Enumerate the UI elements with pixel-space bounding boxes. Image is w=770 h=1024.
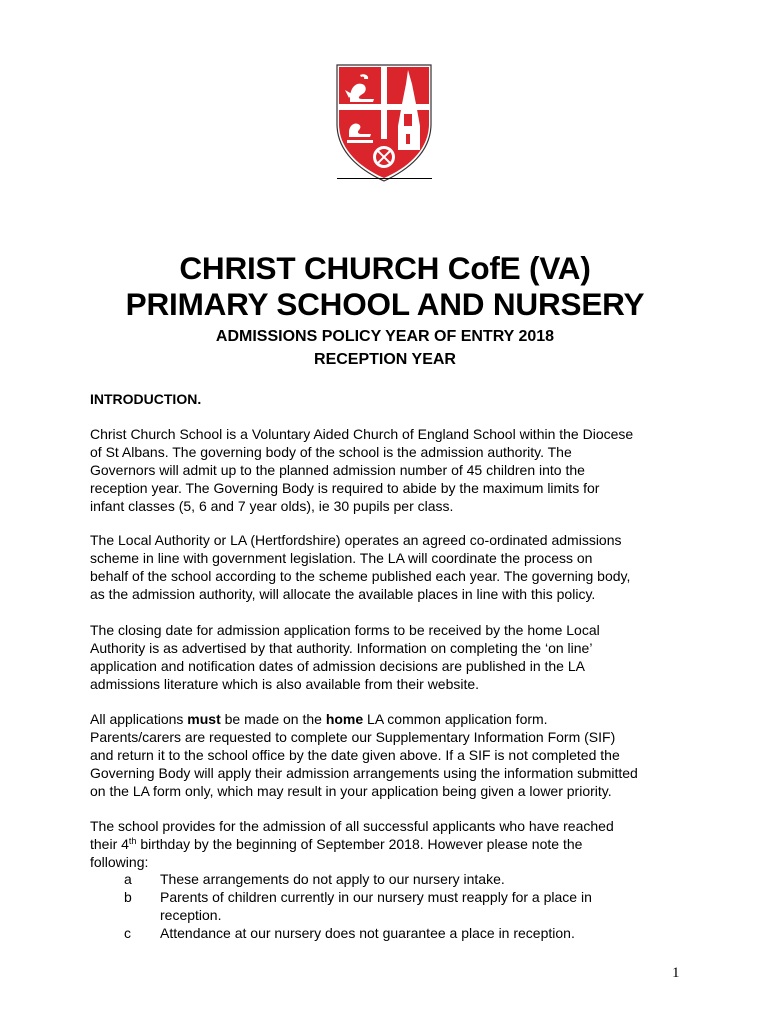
section-heading: INTRODUCTION. (90, 391, 202, 407)
text-line: as the admission authority, will allocate the available places in line with this policy. (90, 585, 596, 602)
text-line: scheme in line with government legislation. The LA will coordinate the process on (90, 549, 593, 566)
page-number: 1 (672, 965, 680, 981)
policy-subtitle-line2: RECEPTION YEAR (314, 351, 456, 368)
text-line: of St Albans. The governing body of the school is the admission authority. The (90, 443, 572, 460)
text-line: following: (90, 853, 149, 870)
school-title-line2: PRIMARY SCHOOL AND NURSERY (125, 286, 645, 322)
list-item-text: Parents of children currently in our nursery must reapply for a place in (160, 888, 592, 905)
list-item (90, 889, 690, 925)
intro-paragraph-1 (90, 426, 690, 516)
ordinal-suffix: th (128, 835, 137, 846)
text-line: Authority is as advertised by that authority. Information on completing the ‘on line’ (90, 639, 593, 656)
crest-divider (337, 178, 432, 179)
text-run: be made on the (220, 711, 326, 727)
text-run: their 4 (90, 835, 129, 852)
text-line: application and notification dates of admission decisions are published in the LA (90, 657, 585, 674)
school-crest-icon (336, 64, 432, 182)
emphasis-must: must (187, 711, 221, 727)
list-item (90, 871, 690, 889)
text-line: The Local Authority or LA (Hertfordshire) operates an agreed co-ordinated admissions (90, 532, 622, 548)
intro-paragraph-5 (90, 818, 690, 872)
text-line: Governors will admit up to the planned admission number of 45 children into the (90, 461, 585, 478)
list-item-label: a (124, 871, 132, 887)
text-line: on the LA form only, which may result in your application being given a lower priority. (90, 782, 612, 799)
text-line: Governing Body will apply their admission arrangements using the information submitted (90, 764, 638, 781)
emphasis-home: home (325, 711, 364, 727)
list-item (90, 925, 690, 943)
text-line: behalf of the school according to the scheme published each year. The governing body, (90, 567, 631, 584)
list-item-text: reception. (160, 906, 222, 923)
list-item-text: These arrangements do not apply to our nursery intake. (160, 871, 505, 887)
intro-paragraph-4 (90, 711, 690, 801)
text-line: admissions literature which is also available from their website. (90, 675, 480, 692)
list-item-text: Attendance at our nursery does not guarantee a place in reception. (160, 924, 575, 941)
text-line: Christ Church School is a Voluntary Aided Church of England School within the Diocese (90, 426, 634, 442)
text-line: reception year. The Governing Body is required to abide by the maximum limits for (90, 479, 600, 496)
text-run: All applications (90, 711, 188, 727)
notes-list (90, 871, 690, 943)
list-item-label: c (124, 924, 131, 941)
text-run: LA common application form. (363, 711, 548, 727)
intro-paragraph-3 (90, 622, 690, 694)
text-line (90, 711, 690, 729)
policy-subtitle-line1: ADMISSIONS POLICY YEAR OF ENTRY 2018 (215, 328, 555, 345)
text-run: birthday by the beginning of September 2018. However please note the (136, 835, 583, 852)
text-line: infant classes (5, 6 and 7 year olds), ie 30 pupils per class. (90, 497, 454, 514)
text-line (90, 836, 690, 854)
text-line: Parents/carers are requested to complete our Supplementary Information Form (SIF) (90, 728, 616, 745)
list-item-label: b (124, 888, 132, 905)
text-line: and return it to the school office by the date given above. If a SIF is not completed the (90, 746, 620, 763)
text-line: The closing date for admission application forms to be received by the home Local (90, 622, 600, 638)
intro-paragraph-2 (90, 532, 690, 604)
text-line: The school provides for the admission of all successful applicants who have reached (90, 818, 614, 834)
school-title-line1: CHRIST CHURCH CofE (VA) (179, 250, 591, 286)
